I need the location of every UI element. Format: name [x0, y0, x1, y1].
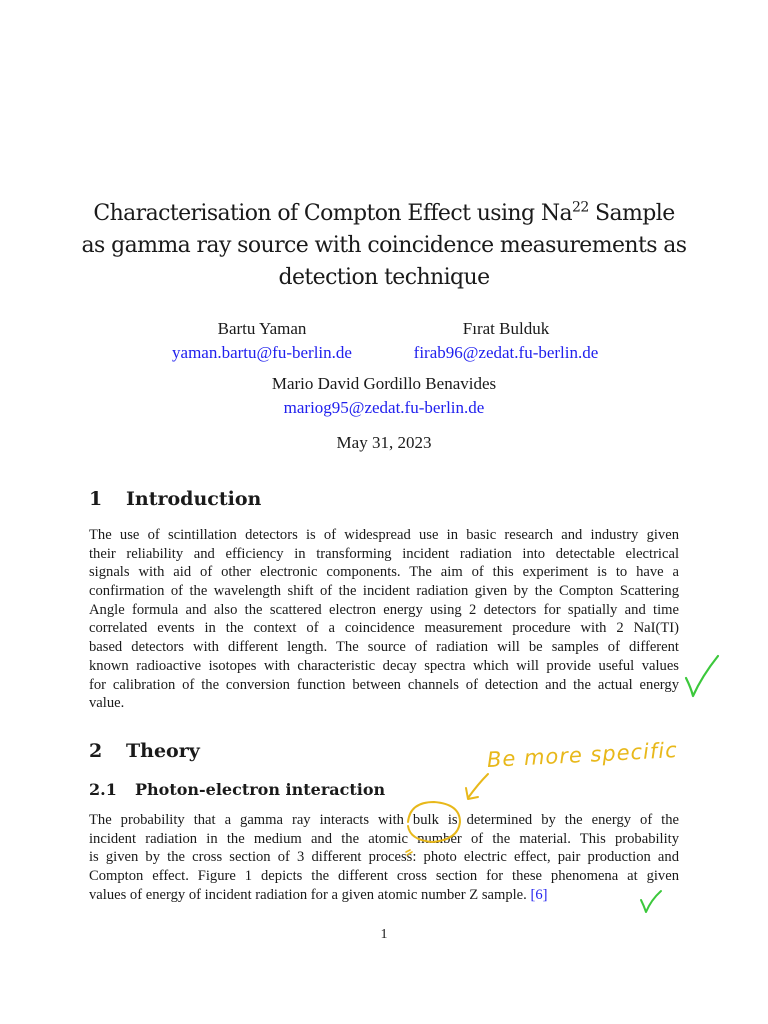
author-name: Bartu Yaman	[217, 319, 307, 338]
text-line: incident radiation in the medium and the atomic number of the material. This probability	[89, 830, 679, 847]
citation-link[interactable]: [6]	[530, 886, 548, 903]
page-number: 1	[380, 927, 388, 942]
author-block-3	[234, 372, 534, 420]
author-block-1	[150, 317, 374, 365]
section-number: 1	[89, 488, 103, 510]
text-line: Angle formula and also the scattered electron energy using 2 detectors for spatially and time	[89, 601, 679, 618]
author-name: Fırat Bulduk	[462, 319, 550, 338]
author-block-2	[394, 317, 618, 365]
text-line: signals with aid of other electronic components. The aim of this experiment is to have a	[89, 564, 679, 581]
title-line-2: as gamma ray source with coincidence measurements as	[81, 233, 687, 258]
subsection-heading-photon-electron	[89, 779, 385, 801]
author-email-link[interactable]: yaman.bartu@fu-berlin.de	[172, 343, 352, 362]
text-line: is given by the cross section of 3 different process: photo electric effect, pair production and	[89, 849, 679, 866]
arrow-icon	[460, 770, 494, 806]
section-heading-introduction	[89, 486, 261, 512]
section-title: Theory	[126, 740, 200, 762]
text-line: The probability that a gamma ray interacts with bulk is determined by the energy of the	[89, 812, 679, 828]
text-line: values of energy of incident radiation for a given atomic number Z sample. [6]	[89, 886, 548, 903]
author-email-link[interactable]: mariog95@zedat.fu-berlin.de	[283, 398, 485, 417]
text-line: their reliability and efficiency in transforming incident radiation into detectable electrical	[89, 545, 679, 562]
paper-title	[70, 198, 698, 294]
text-line: based detectors with different length. The source of radiation will be samples of different	[89, 639, 679, 656]
author-email-link[interactable]: firab96@zedat.fu-berlin.de	[413, 343, 599, 362]
paper-date: May 31, 2023	[336, 433, 432, 452]
superscript-22: 22	[572, 199, 589, 216]
text-line: value.	[89, 695, 125, 712]
title-line-1: Characterisation of Compton Effect using Na$^{22}$ Sample	[93, 199, 675, 226]
text-line: for calibration of the conversion function between channels of detection and the actual energy	[89, 676, 679, 693]
text-line: known radioactive isotopes with characteristic decay spectra which will provide useful values	[89, 657, 679, 674]
text-line: confirmation of the wavelength shift of the incident radiation given by the Compton Scattering	[89, 583, 679, 600]
text-line: Compton effect. Figure 1 depicts the different cross section for these phenomena at given	[89, 868, 679, 885]
subsection-title: Photon-electron interaction	[135, 780, 386, 799]
handwritten-note: Be more specific	[486, 738, 679, 772]
introduction-paragraph	[89, 526, 679, 713]
author-name: Mario David Gordillo Benavides	[271, 374, 497, 393]
section-title: Introduction	[126, 488, 262, 510]
section-number: 2	[89, 740, 103, 762]
section-heading-theory	[89, 738, 200, 764]
subsection-number: 2.1	[89, 780, 117, 799]
theory-paragraph	[89, 811, 679, 904]
checkmark-icon	[682, 652, 722, 700]
title-line-3: detection technique	[278, 265, 490, 290]
text-line: The use of scintillation detectors is of widespread use in basic research and industry given	[89, 527, 679, 543]
text-line: correlated events in the context of a coincidence measurement procedure with 2 NaI(TI)	[89, 620, 679, 637]
